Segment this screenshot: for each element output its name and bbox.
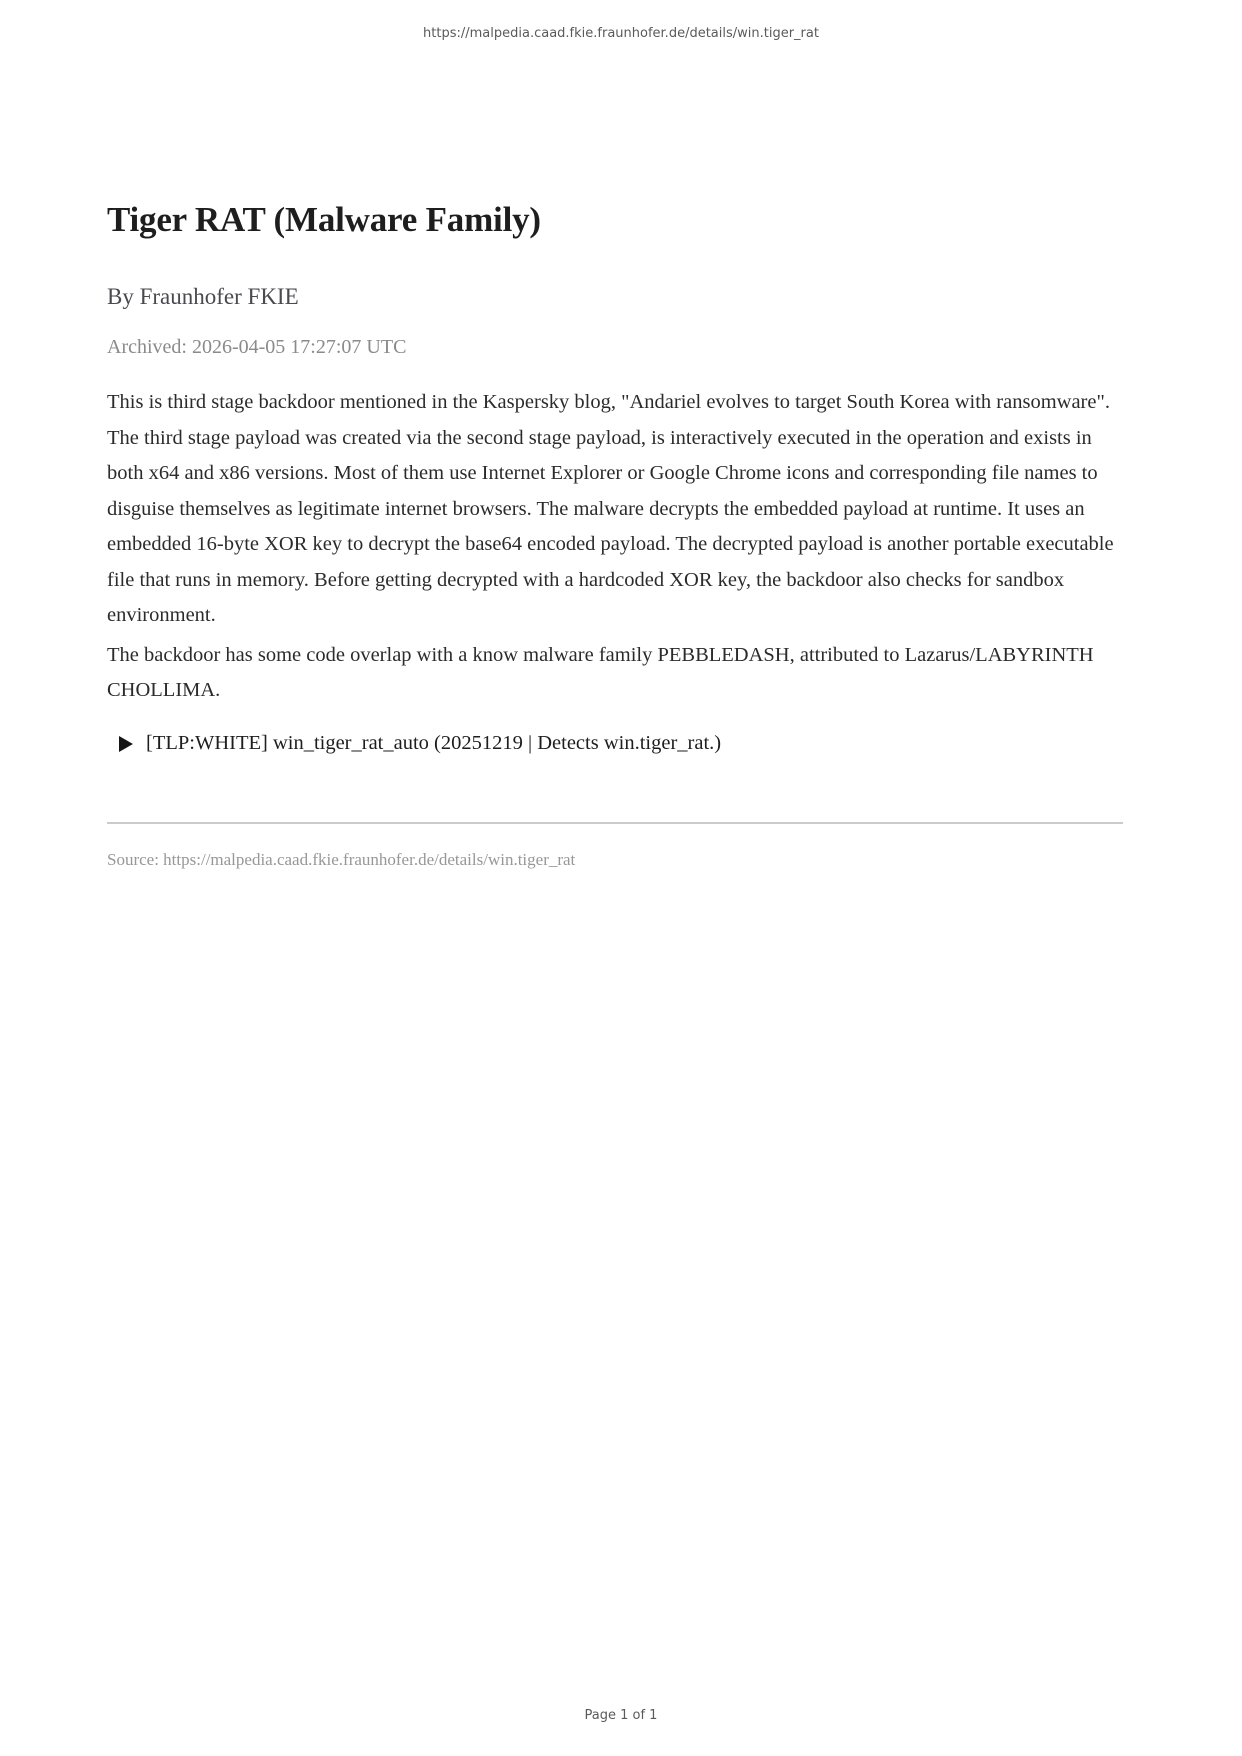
print-header-url: https://malpedia.caad.fkie.fraunhofer.de/details/win.tiger_rat: [423, 26, 819, 41]
article-body: [107, 385, 1123, 709]
detection-rule-label: [TLP:WHITE] win_tiger_rat_auto (20251219 | Detects win.tiger_rat.): [146, 732, 722, 754]
body-paragraph: This is third stage backdoor mentioned in the Kaspersky blog, "Andariel evolves to target South Korea with ransomware". The third stage payload was created via the second stage payload, is interactively executed in the operation and exists in both x64 and x86 versions. Most of them use Internet Explorer or Google Chrome icons and corresponding file names to disguise themselves as legitimate internet browsers. The malware decrypts the embedded payload at runtime. It uses an embedded 16-byte XOR key to decrypt the base64 encoded payload. The decrypted payload is another portable executable file that runs in memory. Before getting decrypted with a hardcoded XOR key, the backdoor also checks for sandbox environment.: [107, 391, 1114, 626]
page-number: Page 1 of 1: [584, 1708, 658, 1723]
body-paragraph: The backdoor has some code overlap with a know malware family PEBBLEDASH, attributed to Lazarus/LABYRINTH CHOLLIMA.: [107, 643, 1094, 701]
source-url: Source: https://malpedia.caad.fkie.fraunhofer.de/details/win.tiger_rat: [107, 850, 576, 869]
divider: [107, 822, 1123, 824]
archived-timestamp: Archived: 2026-04-05 17:27:07 UTC: [107, 336, 407, 358]
page-title: Tiger RAT (Malware Family): [107, 200, 541, 239]
triangle-right-icon: [119, 736, 133, 752]
byline: By Fraunhofer FKIE: [107, 284, 299, 309]
detection-rule-disclosure[interactable]: [107, 732, 1123, 755]
